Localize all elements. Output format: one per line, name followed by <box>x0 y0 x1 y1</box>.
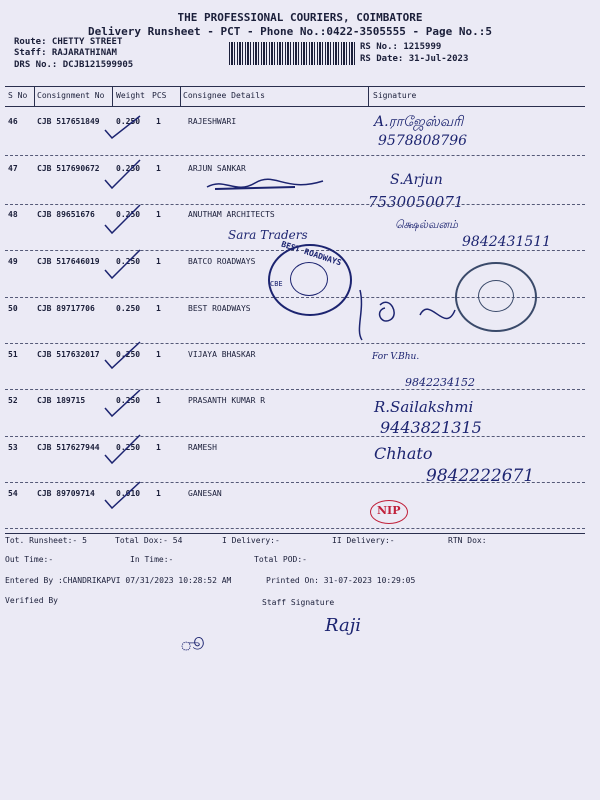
total-dox: Total Dox:- 54 <box>115 536 183 545</box>
stamp-sub-text: CBE <box>270 280 283 288</box>
row-consignee: VIJAYA BHASKAR <box>188 350 256 359</box>
recipient-signature: Chhato <box>374 444 433 463</box>
barcode <box>229 42 357 65</box>
recipient-phone: 9443821315 <box>380 418 482 437</box>
entered-by: Entered By :CHANDRIKAPVI 07/31/2023 10:28:52 AM <box>5 576 232 585</box>
row-consignee: PRASANTH KUMAR R <box>188 396 266 405</box>
staff-label: Staff: RAJARATHINAM <box>14 48 117 58</box>
row-consignment: CJB 517651849 <box>37 117 100 126</box>
rs-number: RS No.: 1215999 <box>360 42 442 52</box>
row-pcs: 1 <box>156 164 161 173</box>
col-divider <box>34 86 35 106</box>
row-consignment: CJB 517646019 <box>37 257 100 266</box>
row-consignment: CJB 89709714 <box>37 489 95 498</box>
row-weight: 0.250 <box>116 210 141 219</box>
printed-on: Printed On: 31-07-2023 10:29:05 <box>266 576 416 585</box>
recipient-note: For V.Bhu. <box>372 352 420 362</box>
row-weight: 0.010 <box>116 489 141 498</box>
row-pcs: 1 <box>156 350 161 359</box>
verified-by: Verified By <box>5 596 58 605</box>
ii-delivery: II Delivery:- <box>332 536 395 545</box>
row-consignment: CJB 89717706 <box>37 304 95 313</box>
recipient-phone: 9842234152 <box>405 376 475 389</box>
recipient-signature: க்ஷெல்வனம் <box>395 218 459 231</box>
receiver-stamp-inner <box>478 280 514 312</box>
row-consignee: GANESAN <box>188 489 222 498</box>
row-divider <box>5 389 585 390</box>
row-weight: 0.250 <box>116 396 141 405</box>
row-sno: 47 <box>8 164 18 173</box>
route-label: Route: CHETTY STREET <box>14 37 123 47</box>
row-sno: 54 <box>8 489 18 498</box>
row-consignment: CJB 89651676 <box>37 210 95 219</box>
row-divider <box>5 482 585 483</box>
col-divider <box>112 86 113 106</box>
recipient-signature: A.ராஜேஸ்வரி <box>374 114 464 130</box>
staff-signature-label: Staff Signature <box>262 598 335 607</box>
drs-number: DRS No.: DCJB121599905 <box>14 60 134 70</box>
recipient-phone: 9842431511 <box>462 234 552 250</box>
row-weight: 0.250 <box>116 443 141 452</box>
rtn-dox: RTN Dox: <box>448 536 487 545</box>
staff-signature: Raji <box>325 615 362 636</box>
i-delivery: I Delivery:- <box>222 536 280 545</box>
row-consignment: CJB 517627944 <box>37 443 100 452</box>
rs-date: RS Date: 31-Jul-2023 <box>360 54 469 64</box>
col-header-weight: Weight <box>116 91 145 100</box>
col-header-consignment: Consignment No <box>37 91 105 100</box>
row-divider <box>5 343 585 344</box>
runsheet-subtitle: Delivery Runsheet - PCT - Phone No.:0422-3505555 - Page No.:5 <box>88 25 492 38</box>
table-header-rule <box>5 106 585 107</box>
table-top-rule <box>5 86 585 87</box>
recipient-signature: S.Arjun <box>390 172 443 188</box>
row-divider <box>5 528 585 529</box>
in-time: In Time:- <box>130 555 174 564</box>
row-pcs: 1 <box>156 443 161 452</box>
row-consignment: CJB 517632017 <box>37 350 100 359</box>
row-consignee: RAJESHWARI <box>188 117 237 126</box>
row-weight: 0.250 <box>116 117 141 126</box>
total-pod: Total POD:- <box>254 555 307 564</box>
row-sno: 50 <box>8 304 18 313</box>
row-pcs: 1 <box>156 304 161 313</box>
row-consignee: ARJUN SANKAR <box>188 164 246 173</box>
total-runsheet: Tot. Runsheet:- 5 <box>5 536 87 545</box>
nip-mark: NIP <box>377 504 401 517</box>
totals-rule <box>5 533 585 534</box>
col-header-pcs: PCS <box>152 91 167 100</box>
consignee-handwritten-name: Sara Traders <box>228 228 308 242</box>
row-sno: 46 <box>8 117 18 126</box>
row-sno: 52 <box>8 396 18 405</box>
row-consignee: RAMESH <box>188 443 217 452</box>
company-title: THE PROFESSIONAL COURIERS, COIMBATORE <box>177 11 423 24</box>
col-header-consignee: Consignee Details <box>183 91 265 100</box>
col-divider <box>180 86 181 106</box>
row-pcs: 1 <box>156 117 161 126</box>
scribble-signature <box>205 175 325 200</box>
col-divider <box>368 86 369 106</box>
row-consignment: CJB 517690672 <box>37 164 100 173</box>
out-time: Out Time:- <box>5 555 54 564</box>
row-consignee: BEST ROADWAYS <box>188 304 251 313</box>
row-consignee: ANUTHAM ARCHITECTS <box>188 210 275 219</box>
recipient-phone: 7530050071 <box>368 193 464 211</box>
row-consignment: CJB 189715 <box>37 396 86 405</box>
row-pcs: 1 <box>156 396 161 405</box>
row-sno: 49 <box>8 257 18 266</box>
row-pcs: 1 <box>156 489 161 498</box>
verified-mark: ூ <box>180 635 205 654</box>
col-header-sno: S No <box>8 91 28 100</box>
scribble-signature <box>350 285 460 345</box>
row-pcs: 1 <box>156 210 161 219</box>
row-sno: 53 <box>8 443 18 452</box>
col-header-signature: Signature <box>373 91 417 100</box>
row-divider <box>5 155 585 156</box>
recipient-signature: R.Sailakshmi <box>374 398 474 416</box>
recipient-phone: 9578808796 <box>378 133 468 149</box>
row-divider <box>5 436 585 437</box>
row-weight: 0.250 <box>116 164 141 173</box>
stamp-inner-ring <box>290 262 328 296</box>
row-weight: 0.250 <box>116 304 141 313</box>
row-weight: 0.250 <box>116 350 141 359</box>
row-sno: 51 <box>8 350 18 359</box>
row-divider <box>5 204 585 205</box>
row-weight: 0.250 <box>116 257 141 266</box>
row-pcs: 1 <box>156 257 161 266</box>
checkmark-strokes <box>100 110 150 510</box>
stamp-text: BEST ROADWAYS <box>280 239 343 268</box>
recipient-phone: 9842222671 <box>426 466 535 486</box>
row-consignee: BATCO ROADWAYS <box>188 257 256 266</box>
row-sno: 48 <box>8 210 18 219</box>
